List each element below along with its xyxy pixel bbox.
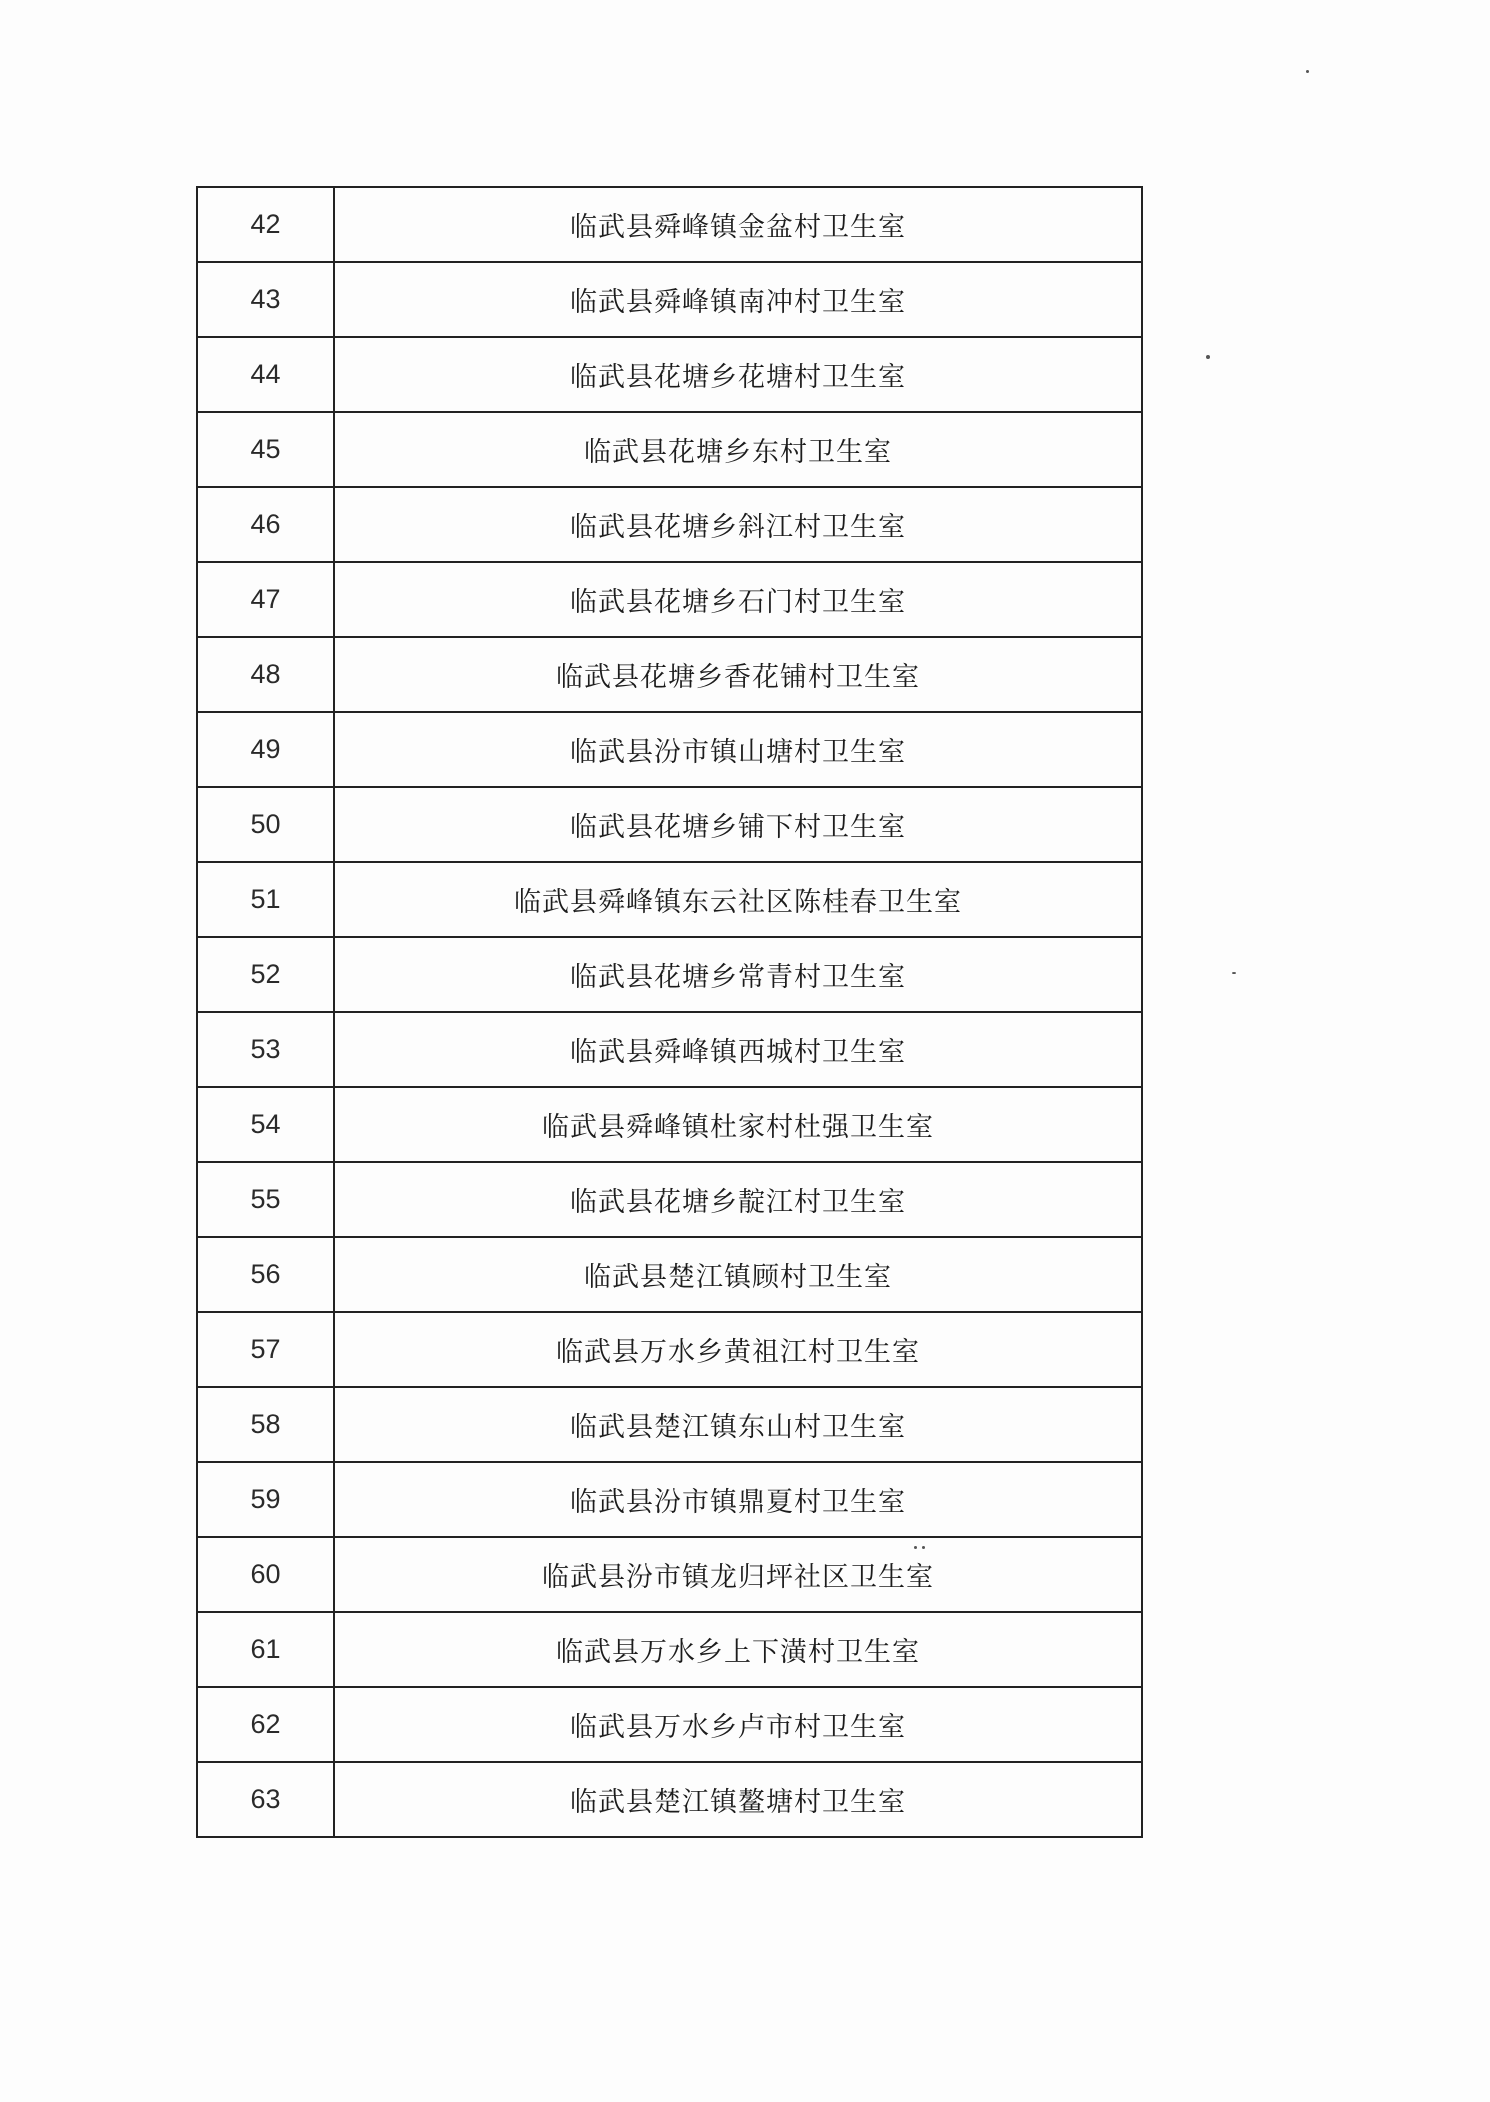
row-number: 50	[197, 787, 334, 862]
clinic-name: 临武县花塘乡东村卫生室	[334, 412, 1142, 487]
table-row	[197, 487, 1142, 562]
row-number: 60	[197, 1537, 334, 1612]
table-row	[197, 1312, 1142, 1387]
table-row	[197, 1387, 1142, 1462]
row-number: 62	[197, 1687, 334, 1762]
clinic-name: 临武县万水乡卢市村卫生室	[334, 1687, 1142, 1762]
table-row	[197, 1087, 1142, 1162]
scan-speck	[1306, 70, 1309, 73]
row-number: 43	[197, 262, 334, 337]
row-number: 63	[197, 1762, 334, 1837]
row-number: 48	[197, 637, 334, 712]
row-number: 58	[197, 1387, 334, 1462]
scan-speck	[1206, 355, 1210, 359]
table-row	[197, 412, 1142, 487]
row-number: 46	[197, 487, 334, 562]
table-row	[197, 1762, 1142, 1837]
clinic-name: 临武县花塘乡香花铺村卫生室	[334, 637, 1142, 712]
row-number: 61	[197, 1612, 334, 1687]
row-number: 55	[197, 1162, 334, 1237]
clinic-name: 临武县舜峰镇杜家村杜强卫生室	[334, 1087, 1142, 1162]
clinic-name: 临武县楚江镇顾村卫生室	[334, 1237, 1142, 1312]
clinic-name: 临武县花塘乡常青村卫生室	[334, 937, 1142, 1012]
clinic-name: 临武县舜峰镇南冲村卫生室	[334, 262, 1142, 337]
table-row	[197, 1237, 1142, 1312]
row-number: 42	[197, 187, 334, 262]
table-row	[197, 262, 1142, 337]
table-row	[197, 1687, 1142, 1762]
table-row	[197, 712, 1142, 787]
clinic-name: 临武县舜峰镇东云社区陈桂春卫生室	[334, 862, 1142, 937]
clinic-name: 临武县汾市镇鼎夏村卫生室	[334, 1462, 1142, 1537]
row-number: 47	[197, 562, 334, 637]
scan-speck	[922, 1546, 925, 1549]
table-row	[197, 1612, 1142, 1687]
row-number: 56	[197, 1237, 334, 1312]
table-row	[197, 637, 1142, 712]
row-number: 44	[197, 337, 334, 412]
clinic-name: 临武县汾市镇山塘村卫生室	[334, 712, 1142, 787]
clinic-name: 临武县舜峰镇金盆村卫生室	[334, 187, 1142, 262]
row-number: 53	[197, 1012, 334, 1087]
clinic-name: 临武县楚江镇东山村卫生室	[334, 1387, 1142, 1462]
table-row	[197, 1537, 1142, 1612]
row-number: 51	[197, 862, 334, 937]
clinic-list-table	[196, 186, 1143, 1838]
clinic-name: 临武县万水乡黄祖江村卫生室	[334, 1312, 1142, 1387]
table-row	[197, 187, 1142, 262]
clinic-name: 临武县花塘乡靛江村卫生室	[334, 1162, 1142, 1237]
row-number: 54	[197, 1087, 334, 1162]
table-row	[197, 1012, 1142, 1087]
clinic-name: 临武县万水乡上下潢村卫生室	[334, 1612, 1142, 1687]
clinic-name: 临武县花塘乡花塘村卫生室	[334, 337, 1142, 412]
row-number: 45	[197, 412, 334, 487]
clinic-name: 临武县花塘乡铺下村卫生室	[334, 787, 1142, 862]
table-row	[197, 562, 1142, 637]
scan-speck	[1232, 972, 1236, 974]
row-number: 49	[197, 712, 334, 787]
table-row	[197, 1462, 1142, 1537]
scan-speck	[914, 1546, 917, 1549]
table-row	[197, 937, 1142, 1012]
row-number: 57	[197, 1312, 334, 1387]
clinic-name: 临武县汾市镇龙归坪社区卫生室	[334, 1537, 1142, 1612]
clinic-name: 临武县花塘乡石门村卫生室	[334, 562, 1142, 637]
table-row	[197, 337, 1142, 412]
row-number: 52	[197, 937, 334, 1012]
clinic-name: 临武县楚江镇鳌塘村卫生室	[334, 1762, 1142, 1837]
clinic-name: 临武县花塘乡斜江村卫生室	[334, 487, 1142, 562]
table-row	[197, 787, 1142, 862]
table-row	[197, 1162, 1142, 1237]
clinic-name: 临武县舜峰镇西城村卫生室	[334, 1012, 1142, 1087]
table-row	[197, 862, 1142, 937]
row-number: 59	[197, 1462, 334, 1537]
